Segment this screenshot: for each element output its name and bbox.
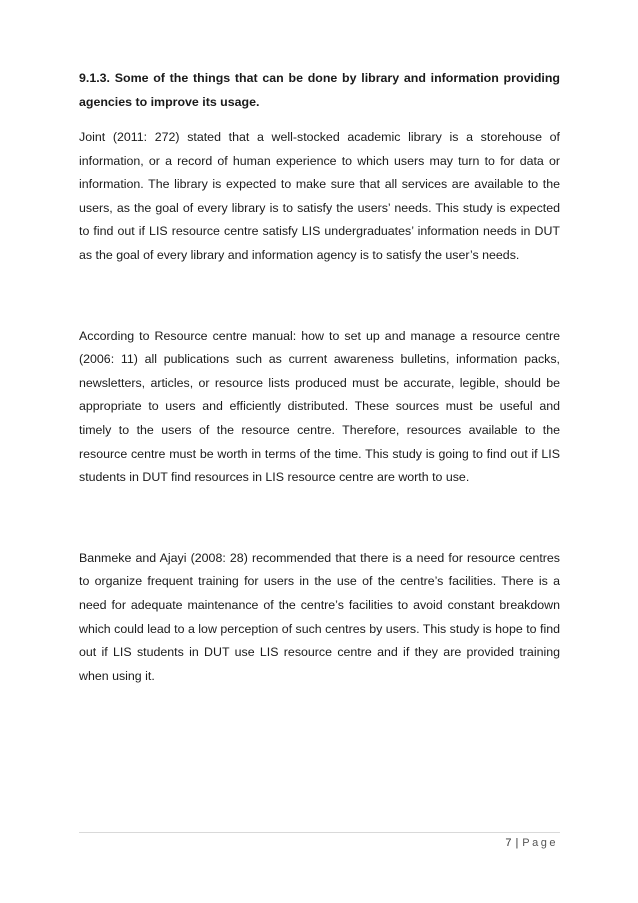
page-label: Page (522, 837, 558, 849)
paragraph-banmeke-ajayi: Banmeke and Ajayi (2008: 28) recommended that there is a need for resource centres to organize frequent training for users in the use of the centre’s facilities. There is a need for adequate maintenance of the centre’s facilities to avoid constant breakdown which could lead to a low perception of such centres by users. This study is hope to find out if LIS students in DUT use LIS resource centre and if they are provided training when using it. (79, 550, 560, 683)
paragraph-joint: Joint (2011: 272) stated that a well-stocked academic library is a storehouse of information, or a record of human experience to which users may turn to for data or information. The library is expected to make sure that all services are available to the users, as the goal of every library is to satisfy the users’ needs. This study is expected to find out if LIS resource centre satisfy LIS undergraduates’ information needs in DUT as the goal of every library and information agency is to satisfy the user’s needs. (79, 130, 560, 262)
section-heading: 9.1.3. Some of the things that can be done by library and information providing agencies to improve its usage. (79, 71, 560, 109)
paragraph-resource-centre-manual: According to Resource centre manual: how to set up and manage a resource centre (2006: 11) all publications such as current awareness bulletins, information packs, newsletters, articles, or resource lists produced must be accurate, legible, should be appropriate to users and efficiently distributed. These sources must be useful and timely to the users of the resource centre. Therefore, resources available to the resource centre must be worth in terms of the time. This study is going to find out if LIS students in DUT find resources in LIS resource centre are worth to use. (79, 328, 560, 485)
page-number: 7 (505, 837, 512, 849)
page-footer (505, 837, 558, 849)
footer-separator: | (515, 837, 519, 849)
footer-divider (79, 832, 560, 833)
document-body (79, 66, 560, 688)
